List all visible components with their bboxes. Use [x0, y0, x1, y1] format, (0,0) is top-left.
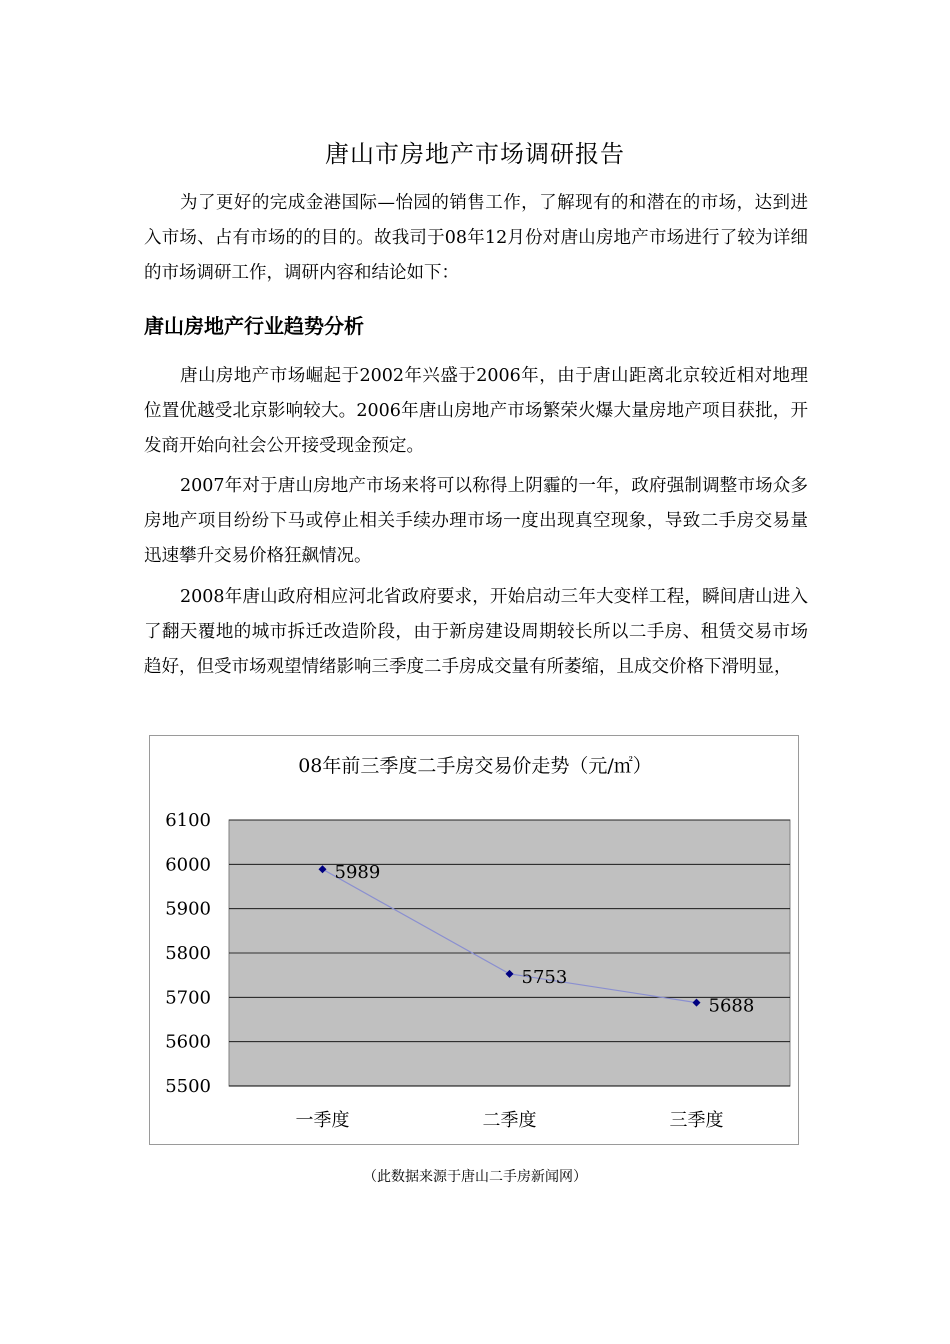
- y-tick-label: 6000: [165, 854, 211, 876]
- x-tick-label: 一季度: [295, 1110, 350, 1131]
- x-tick-label: 二季度: [482, 1110, 537, 1131]
- paragraph-3: 2008年唐山政府相应河北省政府要求，开始启动三年大变样工程，瞬间唐山进入了翻天覆地的城市拆迁改造阶段，由于新房建设周期较长所以二手房、租赁交易市场趋好，但受市场观望情绪影响三季度二手房成交量有所萎缩，且成交价格下滑明显，: [144, 587, 808, 677]
- x-axis-ticks: [296, 1110, 724, 1131]
- data-label: 5688: [708, 995, 755, 1017]
- data-source-caption: （此数据来源于唐山二手房新闻网）: [363, 1169, 587, 1185]
- y-tick-label: 5900: [165, 898, 211, 920]
- chart-title: 08年前三季度二手房交易价走势（元/㎡）: [298, 755, 652, 777]
- y-tick-label: 5500: [165, 1076, 211, 1097]
- y-axis-ticks: [165, 810, 211, 1097]
- data-label: 5989: [334, 862, 381, 884]
- section-heading: 唐山房地产行业趋势分析: [144, 314, 364, 338]
- page-title: 唐山市房地产市场调研报告: [325, 140, 625, 168]
- y-tick-label: 5700: [165, 987, 211, 1009]
- chart-svg: [150, 736, 800, 1146]
- y-tick-label: 6100: [165, 810, 211, 831]
- y-tick-label: 5800: [165, 943, 211, 964]
- price-trend-chart: [149, 735, 799, 1145]
- paragraph-1: 唐山房地产市场崛起于2002年兴盛于2006年，由于唐山距离北京较近相对地理位置优越受北京影响较大。2006年唐山房地产市场繁荣火爆大量房地产项目获批，开发商开始向社会公开接受现金预定。: [144, 366, 808, 456]
- x-tick-label: 三季度: [669, 1110, 724, 1131]
- y-tick-label: 5600: [165, 1031, 211, 1053]
- intro-paragraph: 为了更好的完成金港国际—怡园的销售工作，了解现有的和潜在的市场，达到进入市场、占有市场的的目的。故我司于08年12月份对唐山房地产市场进行了较为详细的市场调研工作，调研内容和结论如下：: [144, 193, 808, 283]
- paragraph-2: 2007年对于唐山房地产市场来将可以称得上阴霾的一年，政府强制调整市场众多房地产项目纷纷下马或停止相关手续办理市场一度出现真空现象，导致二手房交易量迅速攀升交易价格狂飙情况。: [144, 476, 808, 566]
- data-label: 5753: [521, 966, 568, 988]
